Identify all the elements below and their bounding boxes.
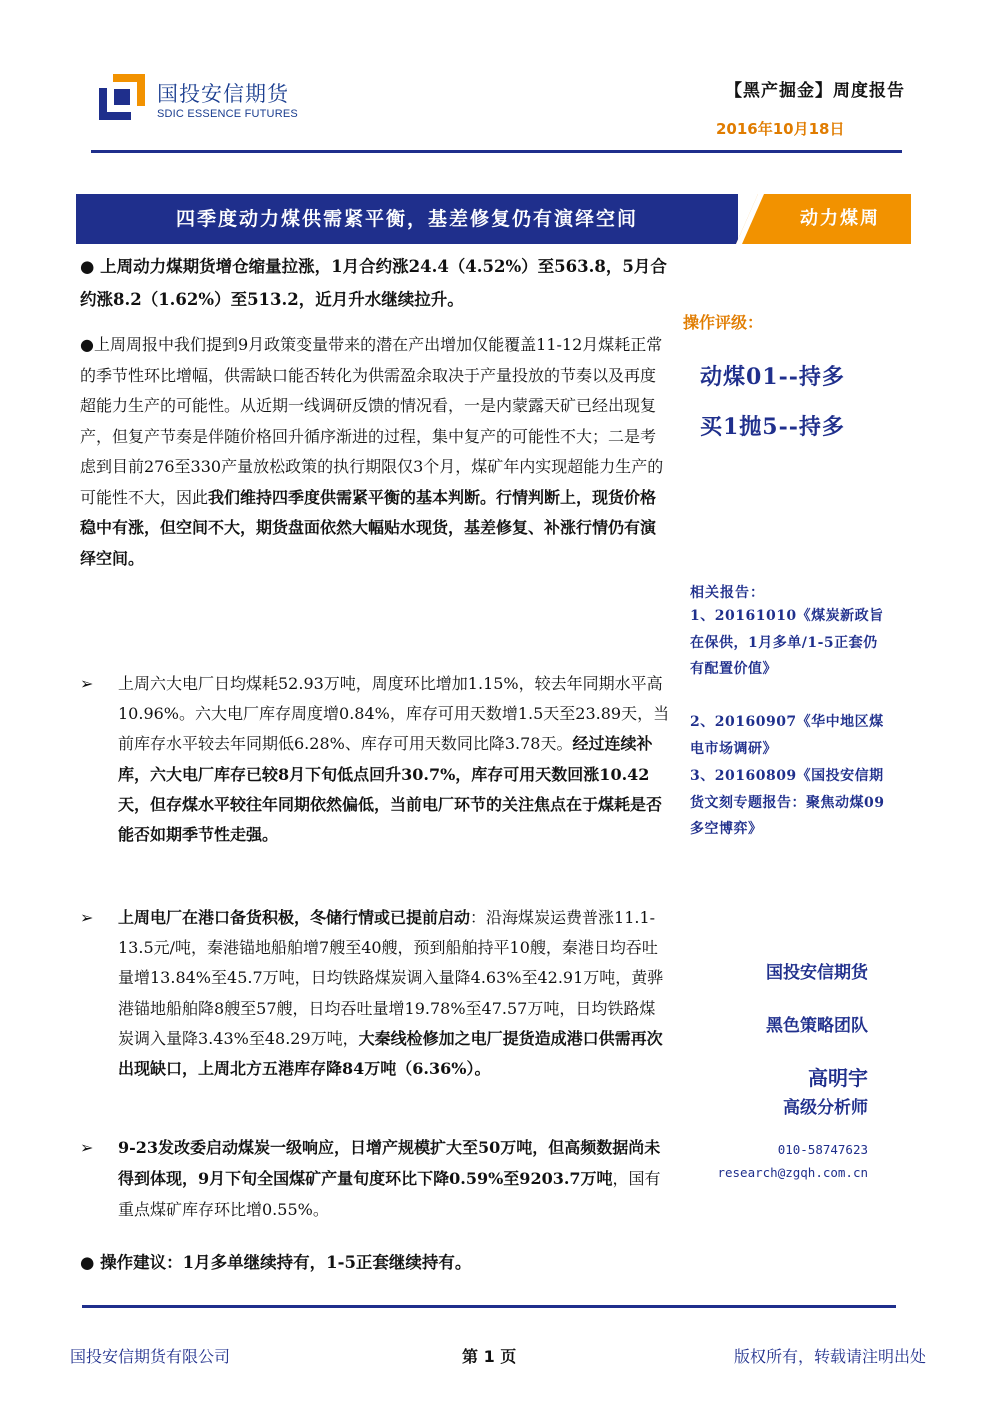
arrow-bullet-icon: ➢ <box>80 674 94 693</box>
page-number: 第 1 页 <box>462 1347 517 1366</box>
related-reports-title: 相关报告： <box>690 585 765 601</box>
point-lead: 上周电厂在港口备货积极，冬储行情或已提前启动 <box>118 908 471 927</box>
point-text: 上周六大电厂日均煤耗52.93万吨，周度环比增加1.15%，较去年同期水平高10.96%。六大电厂库存周度增0.84%，库存可用天数增1.5天至23.89天，当前库存水平较去年同期低6.28%、库存可用天数同比降3.78天。 <box>118 674 670 754</box>
point-conclusion: 大秦线检修加之电厂提货造成港口供需再次出现缺口，上周北方五港库存降84万吨（6.36%）。 <box>118 1028 663 1079</box>
analysis-conclusion: 我们维持四季度供需紧平衡的基本判断。行情判断上，现货价格稳中有涨，但空间不大，期货盘面依然大幅贴水现货，基差修复、补涨行情仍有演绎空间。 <box>80 487 657 568</box>
arrow-bullet-icon: ➢ <box>80 1138 94 1157</box>
contact-phone: 010-58747623 <box>777 1142 868 1157</box>
point-conclusion: 经过连续补库，六大电厂库存已较8月下旬低点回升30.7%，库存可用天数回涨10.42天，但存煤水平较往年同期依然偏低，当前电厂环节的关注焦点在于煤耗是否能否如期季节性走强。 <box>118 734 663 845</box>
rating-label: 操作评级： <box>683 313 764 332</box>
report-category: 动力煤周 <box>800 208 880 229</box>
analysis-text: ●上周周报中我们提到9月政策变量带来的潜在产出增加仅能覆盖11-12月煤耗正常的季节性环比增幅，供需缺口能否转化为供需盈余取决于产量投放的节奏以及再度超能力生产的可能性。从近期一线调研反馈的情况看，一是内蒙露天矿已经出现复产，但复产节奏是伴随价格回升循序渐进的过程，集中复产的可能性不大；二是考虑到目前276至330产量放松政策的执行期限仅3个月，煤矿年内实现超能力生产的可能性不大，因此 <box>80 335 664 507</box>
logo-chinese-name: 国投安信期货 <box>157 82 289 106</box>
report-type: 【黑产掘金】周度报告 <box>725 81 905 101</box>
rating-contract-01: 动煤01--持多 <box>700 364 845 390</box>
company-logo-icon <box>99 74 145 120</box>
firm-name: 国投安信期货 <box>766 963 868 983</box>
footer-copyright: 版权所有，转载请注明出处 <box>733 1347 926 1366</box>
related-report-link[interactable]: 2、20160907《华中地区煤电市场调研》 <box>690 714 884 757</box>
list-item <box>80 669 670 850</box>
team-name: 黑色策略团队 <box>766 1016 868 1036</box>
arrow-bullet-icon: ➢ <box>80 908 94 927</box>
point-text: ，国有重点煤矿库存环比增0.55%。 <box>118 1169 661 1219</box>
summary-bullet-analysis <box>80 330 670 574</box>
contact-email[interactable]: research@zgqh.com.cn <box>717 1165 868 1180</box>
related-report-link[interactable]: 1、20161010《煤炭新政旨在保供，1月多单/1-5正套仍有配置价值》 <box>690 608 884 677</box>
related-report-link[interactable]: 3、20160809《国投安信期货文刻专题报告：聚焦动煤09多空博弈》 <box>690 768 885 837</box>
footer-divider <box>82 1305 896 1308</box>
list-item <box>80 1132 670 1225</box>
rating-spread-1-5: 买1抛5--持多 <box>700 414 845 440</box>
report-date: 2016年10月18日 <box>716 120 845 138</box>
analyst-name: 高明宇 <box>808 1066 868 1090</box>
summary-bullet-price: ● 上周动力煤期货增仓缩量拉涨，1月合约涨24.4（4.52%）至563.8，5月合约涨8.2（1.62%）至513.2，近月升水继续拉升。 <box>80 257 667 309</box>
list-item <box>80 903 670 1084</box>
header-divider <box>91 150 902 153</box>
report-title: 四季度动力煤供需紧平衡，基差修复仍有演绎空间 <box>175 208 638 230</box>
footer-company: 国投安信期货有限公司 <box>70 1347 231 1366</box>
operation-advice: ● 操作建议：1月多单继续持有，1-5正套继续持有。 <box>80 1253 472 1272</box>
analyst-title: 高级分析师 <box>783 1098 868 1118</box>
logo-english-name: SDIC ESSENCE FUTURES <box>157 108 298 120</box>
point-text: ：沿海煤炭运费普涨11.1-13.5元/吨，秦港锚地船舶增7艘至40艘，预到船舶持平10艘，秦港日均吞吐量增13.84%至45.7万吨，日均铁路煤炭调入量降4.63%至42.91万吨，黄骅港锚地船舶降8艘至57艘，日均吞吐量增19.78%至47.57万吨，日均铁路煤炭调入量降3.43%至48.29万吨， <box>118 908 664 1048</box>
point-conclusion: 9-23发改委启动煤炭一级响应，日增产规模扩大至50万吨，但高频数据尚未得到体现，9月下旬全国煤矿产量旬度环比下降0.59%至9203.7万吨 <box>118 1138 661 1188</box>
